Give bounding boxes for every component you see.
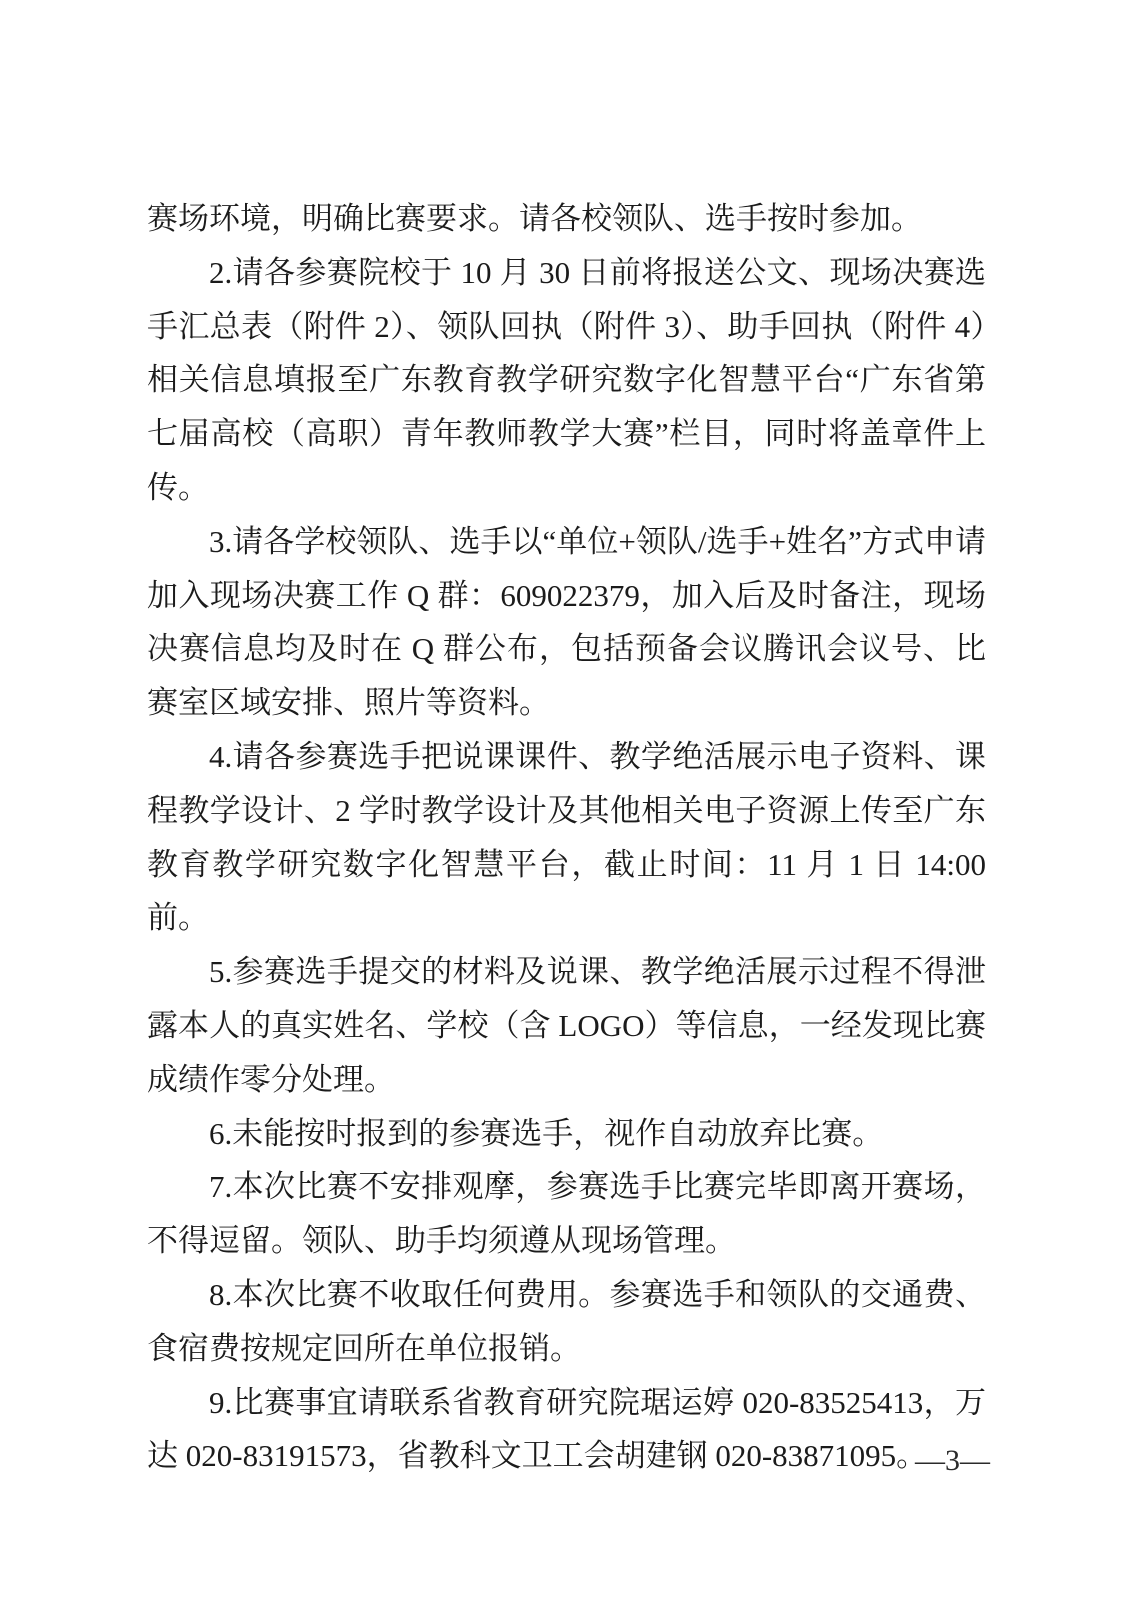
paragraph-item-8: 8.本次比赛不收取任何费用。参赛选手和领队的交通费、食宿费按规定回所在单位报销。 [147, 1276, 986, 1366]
paragraph-item-7: 7.本次比赛不安排观摩，参赛选手比赛完毕即离开赛场，不得逗留。领队、助手均须遵从现场管理。 [147, 1169, 986, 1259]
paragraph-item-4: 4.请各参赛选手把说课课件、教学绝活展示电子资料、课程教学设计、2 学时教学设计及其他相关电子资源上传至广东教育教学研究数字化智慧平台，截止时间：11 月 1 日 14:00 前。 [147, 738, 986, 936]
page-number: —3— [915, 1444, 990, 1477]
document-body [147, 192, 986, 1483]
paragraph-item-3: 3.请各学校领队、选手以“单位+领队/选手+姓名”方式申请加入现场决赛工作 Q 群：609022379，加入后及时备注，现场决赛信息均及时在 Q 群公布，包括预备会议腾讯会议号、比赛室区域安排、照片等资料。 [147, 523, 986, 721]
paragraph-item-9: 9.比赛事宜请联系省教育研究院琚运婷 020-83525413，万达 020-83191573，省教科文卫工会胡建钢 020-83871095。 [147, 1384, 986, 1474]
page-footer [915, 1444, 990, 1478]
paragraph-item-5: 5.参赛选手提交的材料及说课、教学绝活展示过程不得泄露本人的真实姓名、学校（含 LOGO）等信息，一经发现比赛成绩作零分处理。 [147, 954, 986, 1097]
paragraph-continuation: 赛场环境，明确比赛要求。请各校领队、选手按时参加。 [147, 201, 922, 236]
paragraph-item-6: 6.未能按时报到的参赛选手，视作自动放弃比赛。 [209, 1115, 884, 1151]
paragraph-item-2: 2.请各参赛院校于 10 月 30 日前将报送公文、现场决赛选手汇总表（附件 2）、领队回执（附件 3）、助手回执（附件 4）相关信息填报至广东教育教学研究数字化智慧平台“广东省第七届高校（高职）青年教师教学大赛”栏目，同时将盖章件上传。 [147, 254, 986, 505]
